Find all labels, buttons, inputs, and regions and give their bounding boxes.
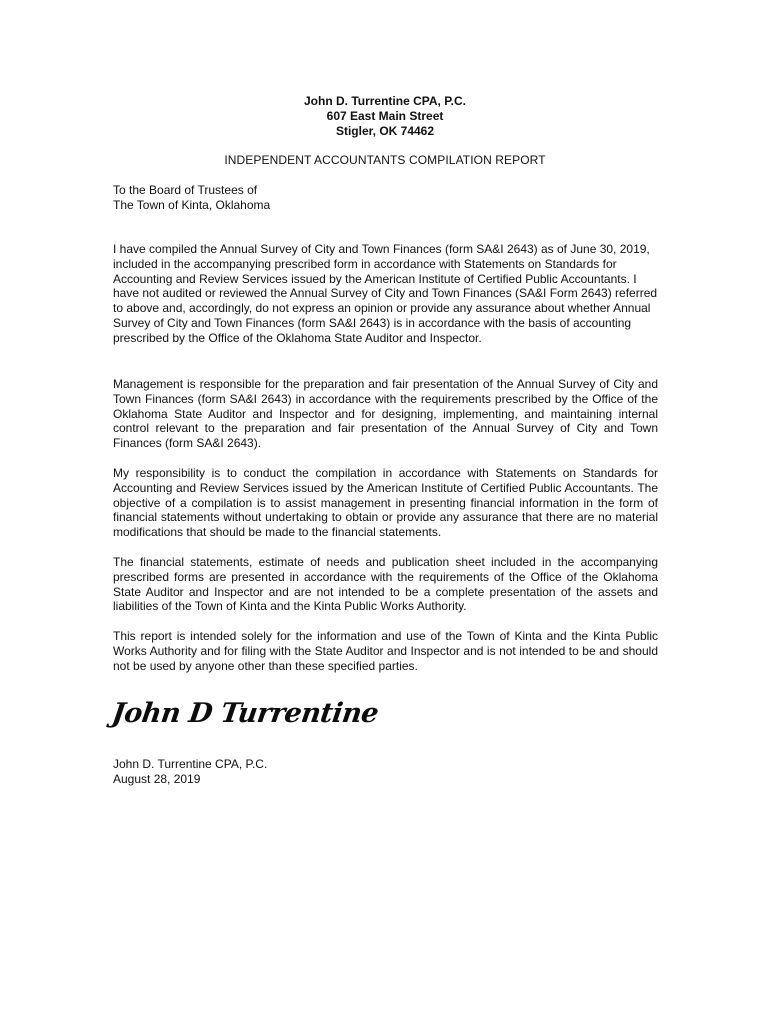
firm-street: 607 East Main Street	[326, 109, 444, 123]
addressee-line-2: The Town of Kinta, Oklahoma	[113, 198, 271, 212]
signoff-date: August 28, 2019	[113, 772, 201, 786]
report-title: INDEPENDENT ACCOUNTANTS COMPILATION REPORT	[224, 153, 546, 167]
firm-name: John D. Turrentine CPA, P.C.	[303, 94, 467, 108]
paragraph-management-responsibility: Management is responsible for the preparation and fair presentation of the Annual Survey of City and Town Finances (form SA&I 2643) in accordance with the requirements prescribed by the Office of the Oklahoma State Auditor and Inspector and for designing, implementing, and maintaining internal control relevant to the preparation and fair presentation of the Annual Survey of City and Town Finances (form SA&I 2643).	[113, 377, 658, 451]
paragraph-accountant-responsibility: My responsibility is to conduct the compilation in accordance with Statements on Standards for Accounting and Review Services issued by the American Institute of Certified Public Accountants. The objective of a compilation is to assist management in presenting financial information in the form of financial statements without undertaking to obtain or provide any assurance that there are no material modifications that should be made to the financial statements.	[113, 466, 658, 540]
firm-city-state-zip: Stigler, OK 74462	[335, 124, 435, 138]
paragraph-financial-statements: The financial statements, estimate of needs and publication sheet included in the accompanying prescribed forms are presented in accordance with the requirements of the Office of the Oklahoma State Auditor and Inspector and are not intended to be a complete presentation of the assets and liabilities of the Town of Kinta and the Kinta Public Works Authority.	[113, 555, 658, 614]
letterhead	[0, 94, 770, 139]
paragraph-compilation-statement: I have compiled the Annual Survey of City and Town Finances (form SA&I 2643) as of June 30, 2019, included in the accompanying prescribed form in accordance with Statements on Standards for Accounting and Review Services issued by the American Institute of Certified Public Accountants. I have not audited or reviewed the Annual Survey of City and Town Finances (SA&I Form 2643) referred to above and, accordingly, do not express an opinion or provide any assurance about whether Annual Survey of City and Town Finances (form SA&I 2643) is in accordance with the basis of accounting prescribed by the Office of the Oklahoma State Auditor and Inspector.	[113, 242, 658, 345]
addressee	[113, 183, 658, 213]
addressee-line-1: To the Board of Trustees of	[113, 183, 258, 197]
signoff-name: John D. Turrentine CPA, P.C.	[113, 757, 268, 771]
signoff	[113, 757, 267, 787]
handwritten-signature: John D Turrentine	[110, 698, 381, 729]
paragraph-restricted-use: This report is intended solely for the information and use of the Town of Kinta and the Kinta Public Works Authority and for filing with the State Auditor and Inspector and is not intended to be and should not be used by anyone other than these specified parties.	[113, 629, 658, 673]
